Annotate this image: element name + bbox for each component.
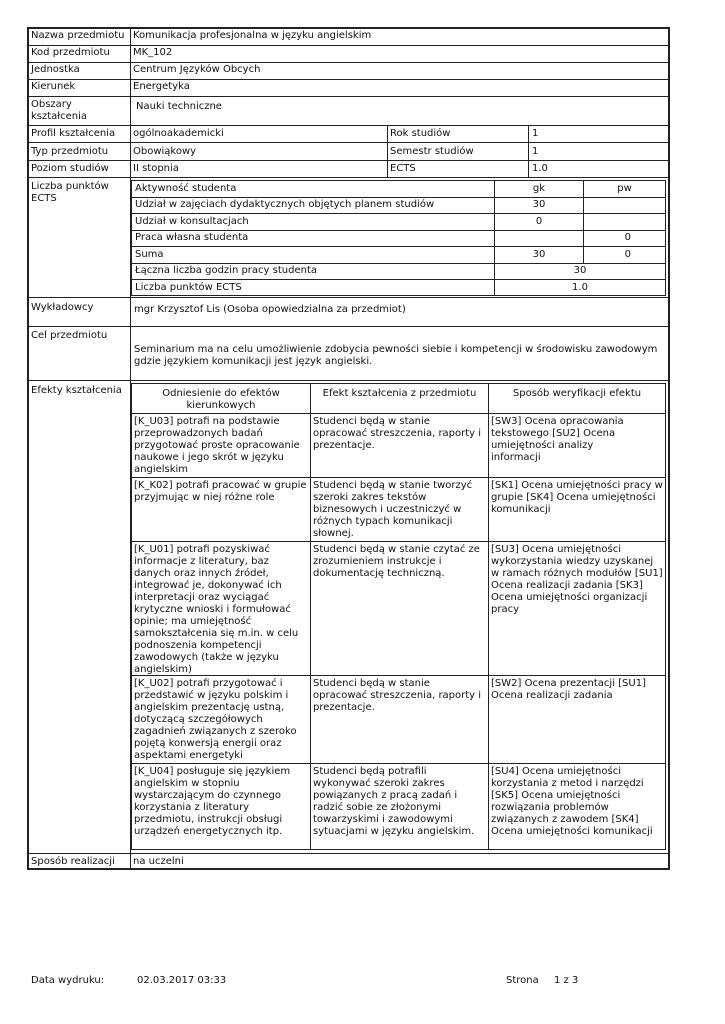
efekty-row-verify: [SK1] Ocena umiejętności pracy w grupie [SK4] Ocena umiejętności komunikacji <box>491 480 663 515</box>
efekty-row-effect: Studenci będą potrafili wykonywać szeroki zakres powiązanych z pracą zadań i radzić sobie ze złożonymi towarzyskimi i zawodowymi sytuacjami w języku angielskim. <box>313 766 475 837</box>
ects-item-name: Praca własna studenta <box>135 232 249 243</box>
obszary-value: Nauki techniczne <box>136 101 222 112</box>
efekty-header-ref-line2: kierunkowych <box>186 400 256 411</box>
typ-value: Obowiąkowy <box>133 146 197 157</box>
wykladowcy-label: Wykładowcy <box>31 302 94 313</box>
efekty-row-verify: [SU3] Ocena umiejętności wykorzystania wiedzy uzyskanej w ramach różnych modułów [SU1] Ocena realizacji zadania [SK3] Ocena umiejętności organizacji pracy <box>491 544 663 615</box>
ects-value: 1.0 <box>532 163 548 174</box>
efekty-header-verify: Sposób weryfikacji efektu <box>512 388 642 399</box>
ects-header-gk: gk <box>532 183 546 194</box>
ects-total-hours-value: 30 <box>573 265 587 276</box>
nazwa-label: Nazwa przedmiotu <box>31 30 125 41</box>
cel-label: Cel przedmiotu <box>31 330 108 341</box>
jednostka-label: Jednostka <box>31 64 80 75</box>
page-number: 1 z 3 <box>554 975 579 986</box>
page-label: Strona <box>506 975 539 986</box>
efekty-row-ref: [K_U04] posługuje się językiem angielskim w stopniu wystarczającym do czynnego korzystania z literatury przedmiotu, instrukcji obsługi urządzeń energetycznych itp. <box>134 766 291 837</box>
efekty-row-verify: [SU4] Ocena umiejętności korzystania z metod i narzędzi [SK5] Ocena umiejętności rozwiązania problemów związanych z zawodem [SK4] Ocena umiejętności komunikacji <box>491 766 653 837</box>
rok-label: Rok studiów <box>390 128 451 139</box>
rok-value: 1 <box>532 128 539 139</box>
efekty-row-ref: [K_U01] potrafi pozyskiwać informacje z literatury, baz danych oraz innych źródeł, integrować je, dokonywać ich interpretacji oraz wyciągać krytyczne wnioski i formułować opinie; ma umiejętność samokształcenia się m.in. w celu podnoszenia kompetencji zawodowych (także w języku angielskim) <box>134 544 299 675</box>
cel-line2: gdzie językiem komunikacji jest język angielski. <box>134 356 373 367</box>
efekty-row-ref: [K_K02] potrafi pracować w grupie przyjmując w niej różne role <box>134 480 307 503</box>
kod-value: MK_102 <box>133 47 173 58</box>
efekty-header-effect: Efekt kształcenia z przedmiotu <box>322 388 477 399</box>
ects-item-gk: 0 <box>535 216 543 227</box>
profil-value: ogólnoakademicki <box>133 128 224 139</box>
jednostka-value: Centrum Języków Obcych <box>133 64 261 75</box>
sposob-value: na uczelni <box>133 856 184 867</box>
typ-label: Typ przedmiotu <box>31 146 109 157</box>
obszary-label-line2: kształcenia <box>31 111 88 122</box>
ects-item-gk: 30 <box>532 249 546 260</box>
poziom-label: Poziom studiów <box>31 163 109 174</box>
efekty-header-ref-line1: Odniesienie do efektów <box>162 388 280 399</box>
ects-section-label-line2: ECTS <box>31 193 57 204</box>
ects-header-pw: pw <box>617 183 632 194</box>
poziom-value: II stopnia <box>133 163 179 174</box>
ects-section-label-line1: Liczba punktów <box>31 181 109 192</box>
ects-item-gk: 30 <box>532 199 546 210</box>
efekty-label: Efekty kształcenia <box>31 385 122 396</box>
efekty-row-verify: [SW2] Ocena prezentacji [SU1] Ocena realizacji zadania <box>491 678 646 701</box>
efekty-row-verify: [SW3] Ocena opracowania tekstowego [SU2] Ocena umiejętności analizy informacji <box>491 416 624 463</box>
ects-label: ECTS <box>390 163 416 174</box>
ects-item-name: Suma <box>135 249 164 260</box>
print-date: 02.03.2017 03:33 <box>137 975 227 986</box>
cel-line1: Seminarium ma na celu umożliwienie zdobycia pewności siebie i kompetencji w środowisku zawodowym <box>134 344 658 355</box>
kierunek-value: Energetyka <box>133 81 190 92</box>
efekty-row-ref: [K_U02] potrafi przygotować i przedstawić w języku polskim i angielskim prezentację ustną, dotyczącą szczegółowych zagadnień związanych z szeroko pojętą konwersją energii oraz aspektami energetyki <box>134 678 297 761</box>
obszary-label-line1: Obszary <box>31 99 72 110</box>
wykladowcy-value: mgr Krzysztof Lis (Osoba opowiedzialna za przedmiot) <box>134 304 406 315</box>
ects-item-pw: 0 <box>624 232 631 243</box>
ects-item-name: Udział w zajęciach dydaktycznych objętych planem studiów <box>135 199 435 210</box>
kod-label: Kod przedmiotu <box>31 47 110 58</box>
nazwa-value: Komunikacja profesjonalna w języku angielskim <box>133 30 372 41</box>
efekty-row-effect: Studenci będą w stanie czytać ze zrozumieniem instrukcje i dokumentację techniczną. <box>313 544 480 579</box>
semestr-label: Semestr studiów <box>390 146 474 157</box>
efekty-row-effect: Studenci będą w stanie opracować streszczenia, raporty i prezentacje. <box>313 416 482 451</box>
semestr-value: 1 <box>532 146 539 157</box>
efekty-row-effect: Studenci będą w stanie tworzyć szeroki zakres tekstów biznesowych i uczestniczyć w różnych typach komunikacji słownej. <box>313 480 473 539</box>
ects-total-ects-value: 1.0 <box>572 282 588 293</box>
ects-item-pw: 0 <box>624 249 631 260</box>
sposob-label: Sposób realizacji <box>31 856 115 867</box>
efekty-row-effect: Studenci będą w stanie opracować streszczenia, raporty i prezentacje. <box>313 678 482 713</box>
kierunek-label: Kierunek <box>31 81 76 92</box>
ects-header-name: Aktywność studenta <box>135 183 237 194</box>
profil-label: Profil kształcenia <box>31 128 116 139</box>
print-date-label: Data wydruku: <box>31 975 105 986</box>
ects-item-name: Udział w konsultacjach <box>135 216 249 227</box>
efekty-row-ref: [K_U03] potrafi na podstawie przeprowadzonych badań przygotować proste opracowanie naukowe i jego skrót w języku angielskim <box>134 416 300 475</box>
ects-total-ects-name: Liczba punktów ECTS <box>135 282 242 293</box>
ects-total-hours-name: Łączna liczba godzin pracy studenta <box>135 265 317 276</box>
